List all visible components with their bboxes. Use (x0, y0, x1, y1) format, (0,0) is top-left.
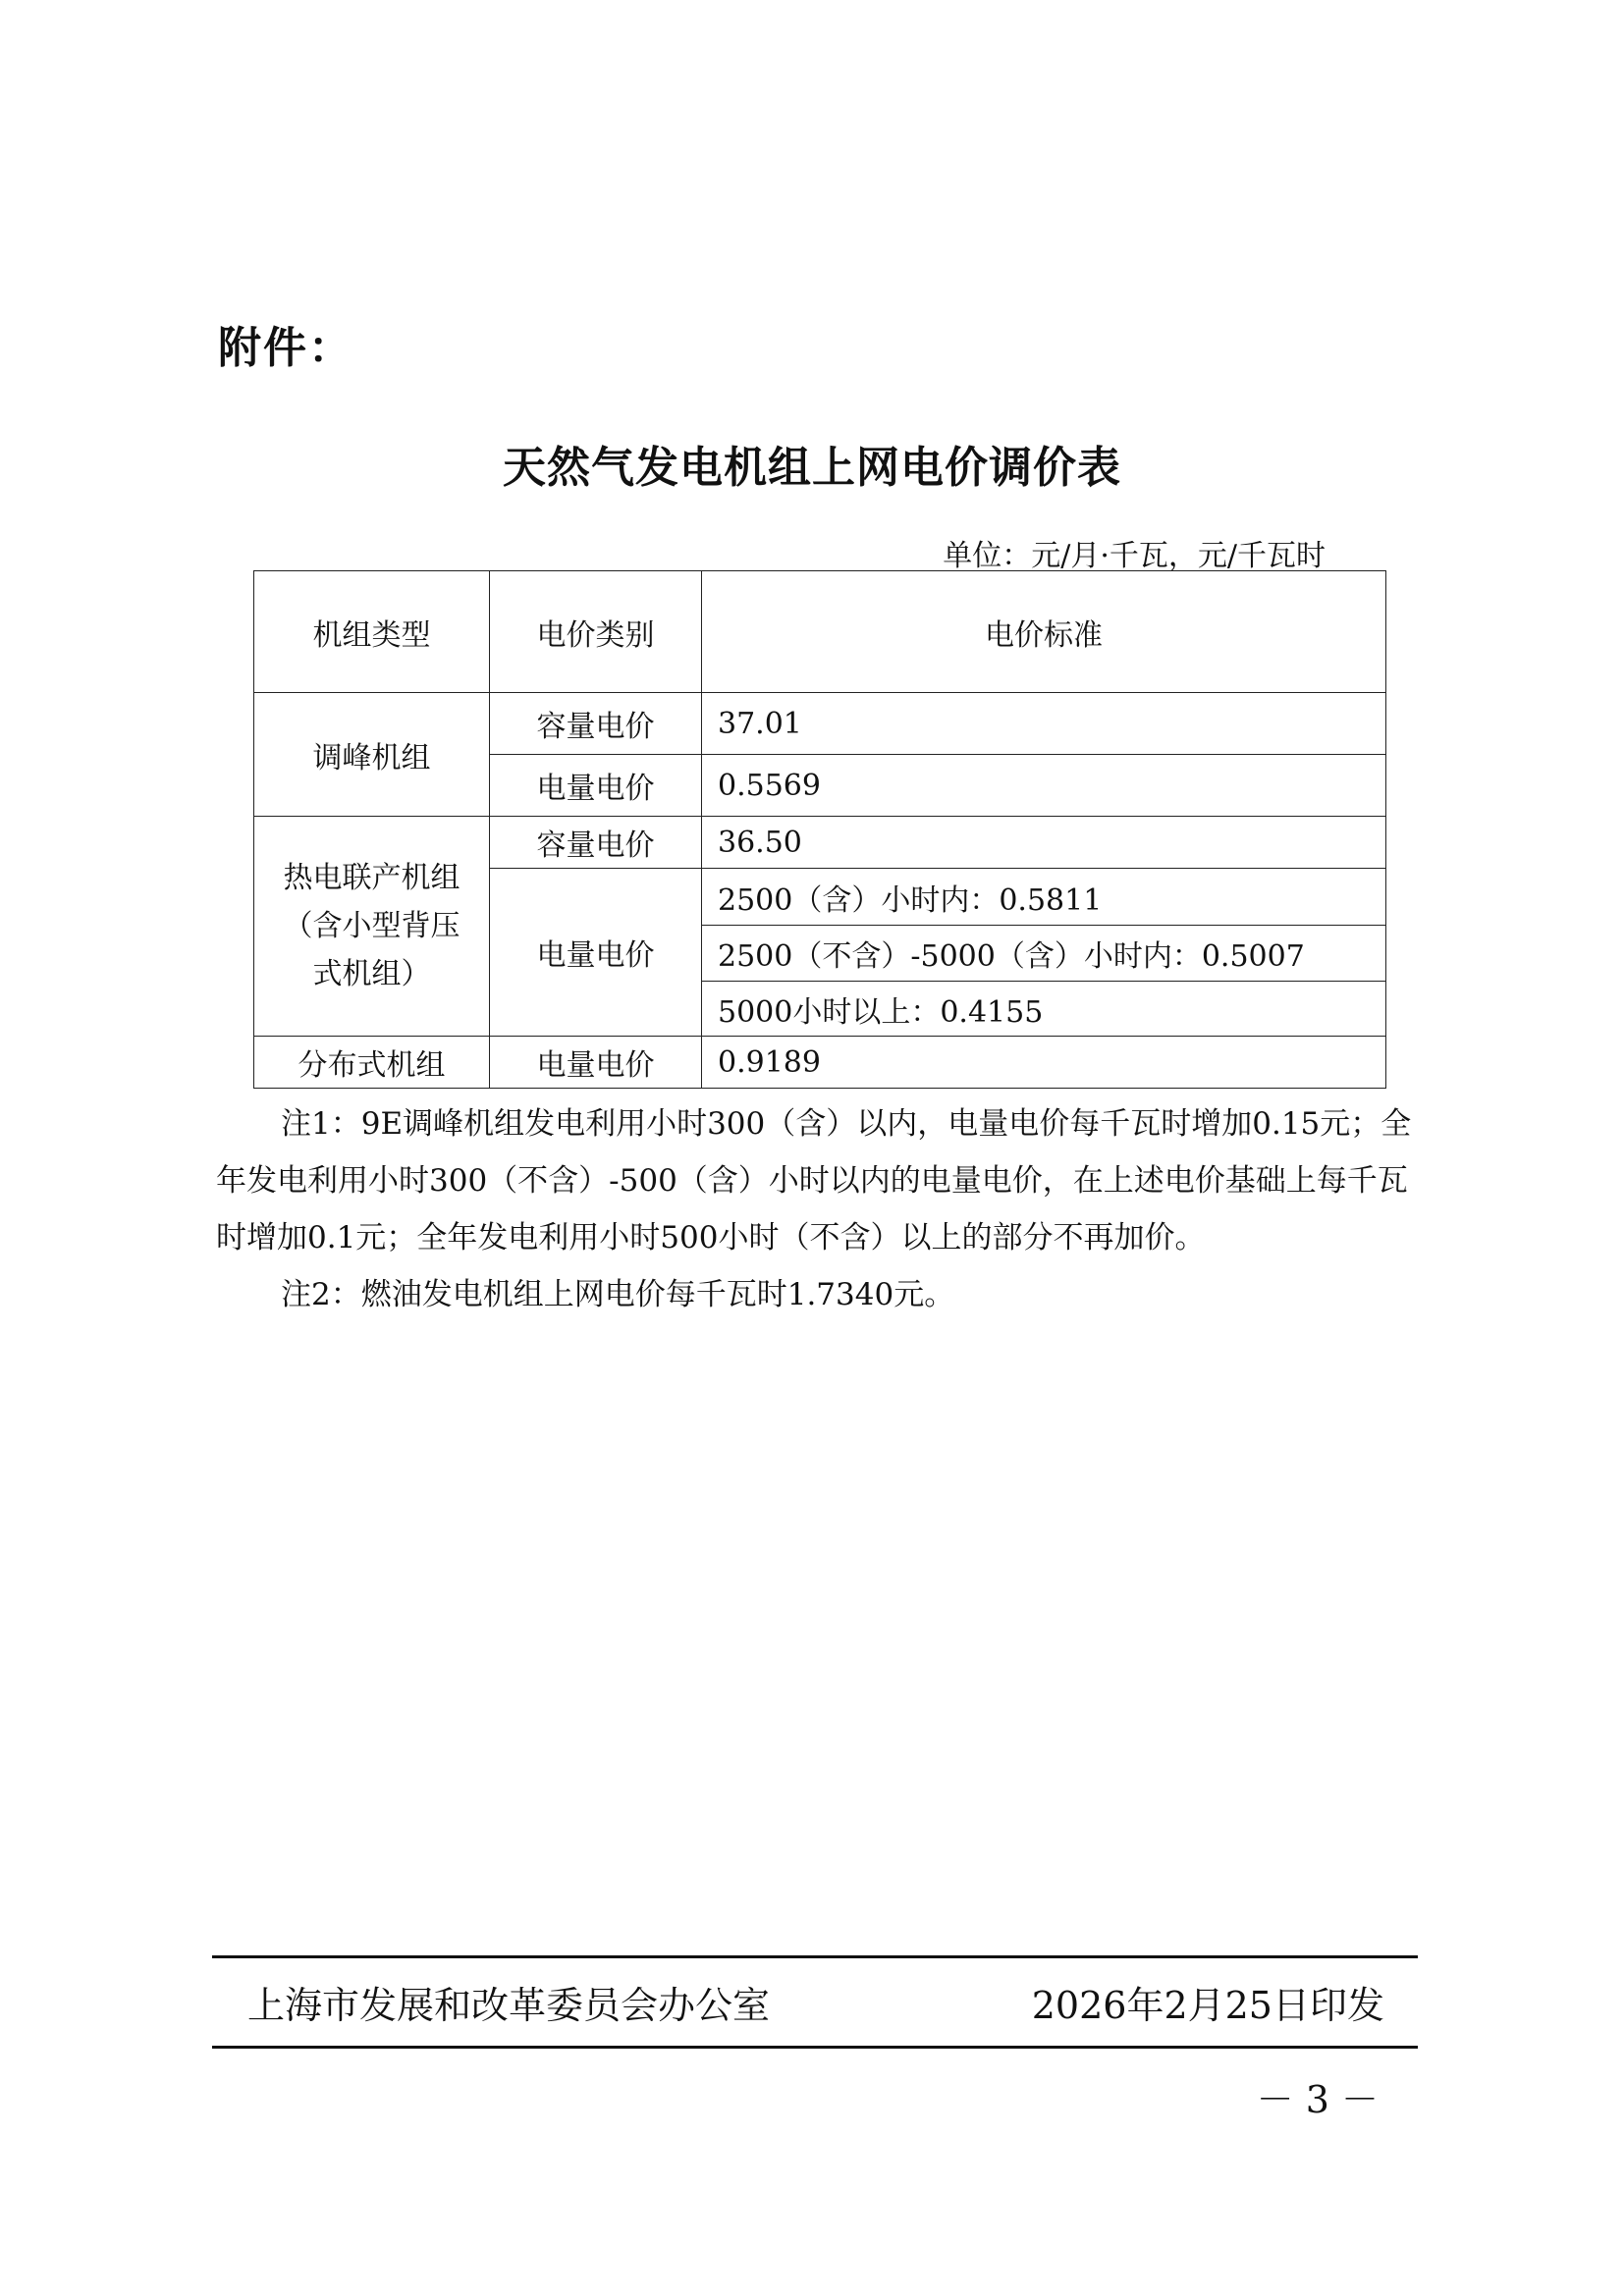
peak-unit-type: 调峰机组 (254, 693, 490, 817)
peak-capacity-label: 容量电价 (490, 693, 702, 755)
footer-divider-bottom (212, 2046, 1418, 2049)
note-2: 注2：燃油发电机组上网电价每千瓦时1.7340元。 (281, 1277, 955, 1312)
table-row (254, 817, 1386, 869)
header-unit-type: 机组类型 (254, 571, 490, 693)
chp-type-line: 热电联产机组 (283, 861, 460, 895)
table-row (254, 1037, 1386, 1089)
page-title: 天然气发电机组上网电价调价表 (503, 443, 1121, 493)
issuing-office: 上海市发展和改革委员会办公室 (247, 1984, 771, 2027)
unit-note: 单位：元/月·千瓦，元/千瓦时 (943, 539, 1326, 573)
footer-divider-top (212, 1955, 1418, 1958)
chp-type-line: 式机组） (312, 957, 431, 991)
table-header-row (254, 571, 1386, 693)
distributed-energy-label: 电量电价 (490, 1037, 702, 1089)
chp-energy-tier-3: 5000小时以上：0.4155 (702, 982, 1386, 1037)
issue-date: 2026年2月25日印发 (1031, 1984, 1384, 2027)
note-1: 注1：9E调峰机组发电利用小时300（含）以内，电量电价每千瓦时增加0.15元；全年发电利用小时300（不含）-500（含）小时以内的电量电价，在上述电价基础上每千瓦时增加0.1元；全年发电利用小时500小时（不含）以上的部分不再加价。 (216, 1106, 1412, 1255)
page-number: － 3 － (1256, 2078, 1379, 2121)
chp-energy-label: 电量电价 (490, 869, 702, 1037)
distributed-unit-type: 分布式机组 (254, 1037, 490, 1089)
table-row (254, 693, 1386, 755)
chp-unit-type (254, 817, 490, 1037)
peak-energy-value: 0.5569 (702, 755, 1386, 817)
chp-energy-tier-2: 2500（不含）-5000（含）小时内：0.5007 (702, 926, 1386, 982)
chp-capacity-value: 36.50 (702, 817, 1386, 869)
chp-capacity-label: 容量电价 (490, 817, 702, 869)
peak-energy-label: 电量电价 (490, 755, 702, 817)
price-table (253, 570, 1386, 1089)
chp-energy-tier-1: 2500（含）小时内：0.5811 (702, 869, 1386, 926)
attachment-label: 附件： (218, 323, 353, 373)
peak-capacity-value: 37.01 (702, 693, 1386, 755)
notes-section (216, 1095, 1434, 1323)
header-price-category: 电价类别 (490, 571, 702, 693)
distributed-energy-value: 0.9189 (702, 1037, 1386, 1089)
chp-type-line: （含小型背压 (283, 909, 460, 943)
header-price-standard: 电价标准 (702, 571, 1386, 693)
